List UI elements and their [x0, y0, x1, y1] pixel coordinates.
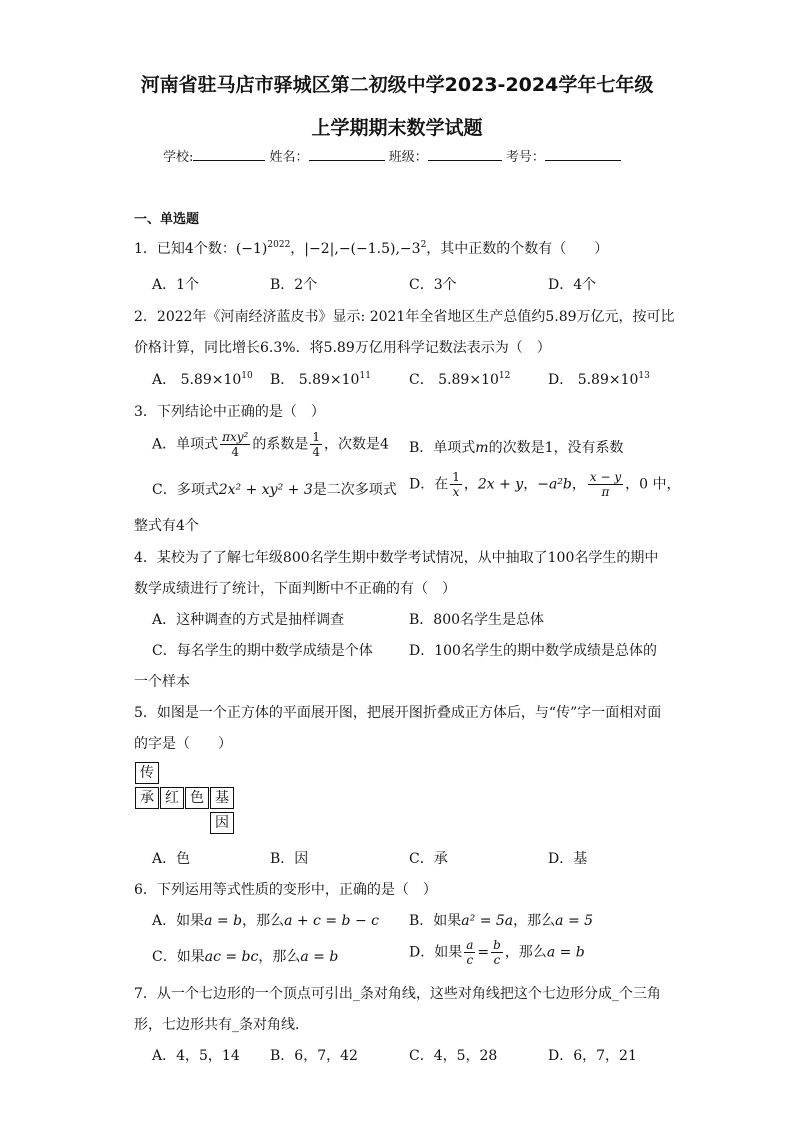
q3-d-sep3: ， — [571, 476, 586, 493]
q5-option-c[interactable]: C．承 — [409, 851, 448, 867]
net-cell-cheng: 承 — [135, 787, 159, 809]
q3-d-term3: −a²b — [537, 476, 572, 493]
q3-option-b[interactable] — [409, 437, 624, 457]
q4-option-c[interactable]: C．每名学生的期中数学成绩是个体 — [152, 643, 373, 659]
q1-expr: (−1) — [235, 241, 268, 257]
q3-d-line2: 整式有4个 — [134, 518, 199, 534]
q2-d-base: 5.89×10 — [577, 372, 639, 388]
q6-option-a[interactable] — [152, 910, 379, 930]
q6-c-res: a = b — [300, 949, 339, 965]
q3-a-den: 4 — [231, 445, 240, 459]
q3-a-pre: A．单项式 — [152, 436, 219, 453]
exam-no-field[interactable] — [545, 147, 621, 161]
q3-b-pre: B．单项式 — [409, 440, 476, 456]
q6-d-n1: a — [466, 938, 474, 952]
q3-d-tail: ，0 中， — [625, 476, 681, 493]
net-cell-chuan: 传 — [135, 762, 159, 784]
q2-option-b[interactable] — [270, 369, 371, 389]
q6-b-cond: a² = 5a — [461, 913, 514, 929]
school-label: 学校: — [163, 150, 194, 165]
q7-option-a[interactable]: A．4，5，14 — [152, 1048, 240, 1064]
q3-a-fraction — [220, 430, 250, 459]
q6-stem: 6．下列运用等式性质的变形中，正确的是（ ） — [134, 882, 437, 898]
student-info-row — [163, 146, 621, 165]
q2-a-label: A． — [152, 372, 177, 388]
q2-line1: 2．2022年《河南经济蓝皮书》显示: 2021年全省地区生产总值约5.89万亿元，按可比 — [134, 309, 675, 325]
title-line2: 上学期期末数学试题 — [311, 117, 483, 139]
q4-line2: 数学成绩进行了统计，下面判断中不正确的有（ ） — [134, 581, 456, 597]
q1-option-a[interactable]: A．1个 — [152, 277, 200, 293]
q6-b-res: a = 5 — [555, 913, 594, 929]
q7-option-d[interactable]: D．6，7，21 — [548, 1048, 637, 1064]
q3-d-f2-den: π — [601, 485, 610, 499]
q2-a-base: 5.89×10 — [180, 372, 242, 388]
q3-option-c[interactable] — [152, 479, 397, 499]
q3-d-sep2: ， — [523, 476, 538, 493]
q3-a-num2: 1 — [312, 430, 321, 444]
q1-rest-exp: 2 — [420, 240, 427, 250]
title-line1: 河南省驻马店市驿城区第二初级中学2023-2024学年七年级 — [140, 74, 654, 96]
q6-d-d2: c — [493, 953, 501, 967]
q6-d-d1: c — [466, 953, 474, 967]
q2-d-label: D． — [548, 372, 574, 388]
net-cell-ji: 基 — [210, 787, 234, 809]
q7-option-c[interactable]: C．4，5，28 — [409, 1048, 498, 1064]
exam-no-label: 考号： — [505, 150, 545, 165]
q1-option-c[interactable]: C．3个 — [409, 277, 457, 293]
q2-d-exp: 13 — [638, 371, 650, 381]
net-cell-hong: 红 — [160, 787, 184, 809]
net-cell-yin: 因 — [210, 812, 234, 834]
q6-b-mid: ，那么 — [513, 913, 556, 929]
q3-a-fraction2 — [310, 430, 322, 459]
q2-option-d[interactable] — [548, 369, 650, 389]
q3-a-mid: 的系数是 — [252, 436, 309, 453]
q6-d-eq: = — [477, 944, 490, 961]
q4-option-a[interactable]: A．这种调查的方式是抽样调查 — [152, 612, 345, 628]
q3-c-pre: C．多项式 — [152, 482, 219, 498]
name-field[interactable] — [309, 147, 385, 161]
q5-option-d[interactable]: D．基 — [548, 851, 588, 867]
q6-a-res: a + c = b − c — [284, 913, 379, 929]
q3-d-pre: D．在 — [409, 476, 449, 493]
class-label: 班级： — [388, 150, 428, 165]
q1-option-d[interactable]: D．4个 — [548, 277, 597, 293]
q2-c-exp: 12 — [498, 371, 511, 381]
q6-d-pre: D．如果 — [409, 944, 463, 961]
cube-net-figure — [135, 762, 237, 838]
q4-line1: 4．某校为了了解七年级800名学生期中数学考试情况，从中抽取了100名学生的期中 — [134, 550, 659, 566]
q6-option-c[interactable] — [152, 946, 338, 966]
q3-option-a[interactable] — [152, 430, 389, 459]
name-label: 姓名： — [269, 150, 309, 165]
q6-d-frac1 — [464, 938, 475, 967]
q2-b-exp: 11 — [359, 371, 371, 381]
q2-c-base: 5.89×10 — [438, 372, 499, 388]
q7-line2: 形，七边形共有_条对角线． — [134, 1017, 309, 1033]
q2-option-a[interactable] — [152, 369, 253, 389]
q3-a-tail: ，次数是4 — [324, 436, 389, 453]
q1-prefix: 1．已知4个数： — [134, 241, 236, 257]
q2-option-c[interactable] — [409, 369, 510, 389]
q6-option-d[interactable] — [409, 938, 585, 967]
q3-c-tail: 是二次多项式 — [312, 482, 397, 498]
q3-stem: 3．下列结论中正确的是（ ） — [134, 404, 325, 420]
q3-option-d[interactable] — [409, 470, 680, 499]
q3-d-f1-den: x — [452, 485, 460, 499]
q3-b-tail: 的次数是1，没有系数 — [488, 440, 624, 456]
net-cell-se: 色 — [185, 787, 209, 809]
q6-c-mid: ，那么 — [258, 949, 301, 965]
q3-c-expr: 2x² + xy² + 3 — [218, 482, 313, 498]
q1-tail: ，其中正数的个数有（ ） — [426, 241, 609, 257]
class-field[interactable] — [428, 147, 502, 161]
q3-d-frac1 — [450, 470, 462, 499]
q2-b-base: 5.89×10 — [298, 372, 360, 388]
q1-exp: 2022 — [267, 240, 291, 250]
q7-line1: 7．从一个七边形的一个顶点可引出_条对角线，这些对角线把这个七边形分成_个三角 — [134, 986, 661, 1002]
q1-stem — [134, 238, 608, 258]
q3-a-den2: 4 — [312, 445, 321, 459]
q3-d-frac2 — [588, 470, 623, 499]
q5-option-a[interactable]: A．色 — [152, 851, 191, 867]
q1-option-b[interactable]: B．2个 — [270, 277, 318, 293]
q3-d-sep1: ， — [463, 476, 478, 493]
q2-a-exp: 10 — [241, 371, 253, 381]
q6-a-cond: a = b — [204, 913, 243, 929]
q6-d-n2: b — [493, 938, 501, 952]
q2-b-label: B． — [270, 372, 295, 388]
q2-c-label: C． — [409, 372, 434, 388]
q6-c-cond: ac = bc — [204, 949, 259, 965]
q7-option-b[interactable]: B．6，7，42 — [270, 1048, 358, 1064]
school-field[interactable] — [193, 147, 265, 161]
q5-line2: 的字是（ ） — [134, 736, 232, 752]
q6-option-b[interactable] — [409, 910, 593, 930]
q3-a-num: πxy² — [222, 430, 249, 444]
q1-rest: ，|−2|,−(−1.5),−3 — [290, 241, 421, 257]
q3-d-term2: 2x + y — [477, 476, 524, 493]
q4-option-d-cont: 一个样本 — [134, 674, 190, 690]
q6-d-mid: ，那么 — [504, 944, 547, 961]
q6-c-pre: C．如果 — [152, 949, 205, 965]
q3-d-f2-num: x − y — [589, 470, 622, 484]
q3-d-f1-num: 1 — [452, 470, 460, 484]
q6-d-frac2 — [491, 938, 503, 967]
q6-a-pre: A．如果 — [152, 913, 205, 929]
q4-option-b[interactable]: B．800名学生是总体 — [409, 612, 545, 628]
q4-option-d[interactable]: D．100名学生的期中数学成绩是总体的 — [409, 643, 657, 659]
q5-option-b[interactable]: B．因 — [270, 851, 309, 867]
section-single-choice: 一、单选题 — [134, 212, 200, 227]
q2-line2: 价格计算，同比增长6.3%．将5.89万亿用科学记数法表示为（ ） — [134, 340, 551, 356]
q6-d-res: a = b — [546, 944, 585, 961]
q3-b-var: m — [475, 440, 489, 456]
q6-b-pre: B．如果 — [409, 913, 462, 929]
q6-a-mid: ，那么 — [242, 913, 285, 929]
q5-line1: 5．如图是一个正方体的平面展开图，把展开图折叠成正方体后，与“传”字一面相对面 — [134, 705, 662, 721]
